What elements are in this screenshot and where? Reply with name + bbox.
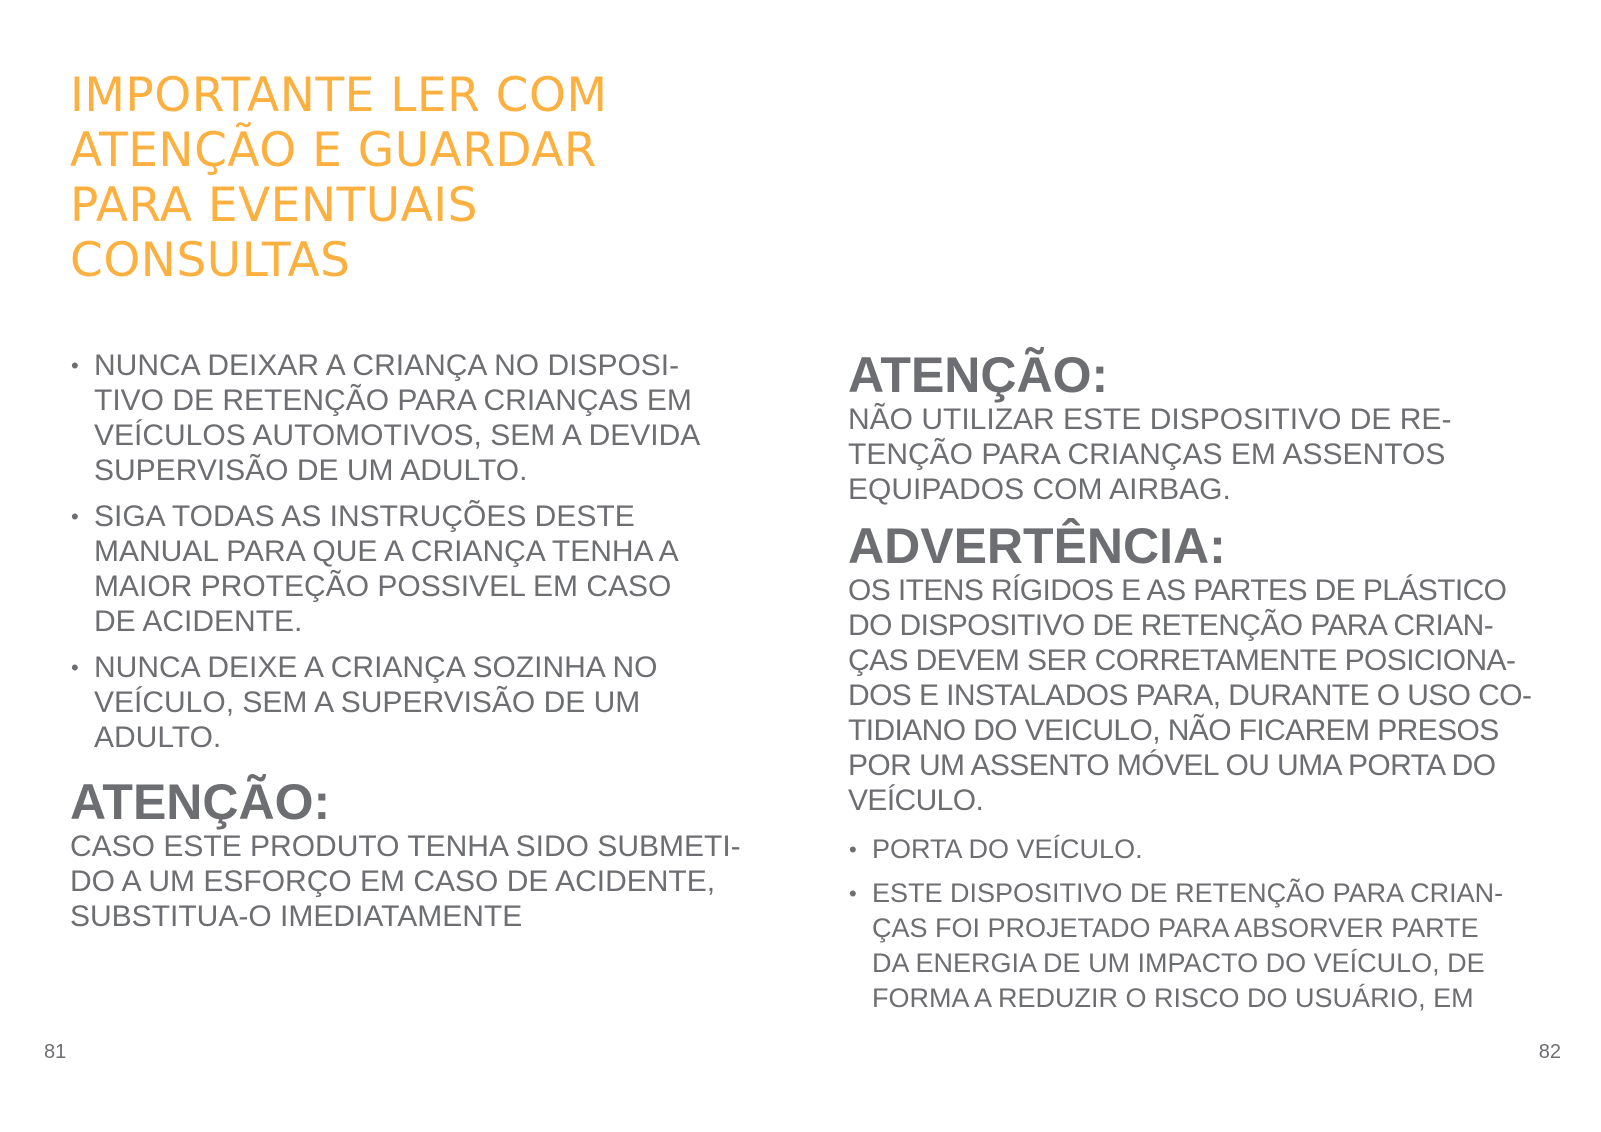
text-line: DOS E INSTALADOS PARA, DURANTE O USO CO- (848, 679, 1532, 712)
airbag-warning-paragraph (848, 402, 1568, 507)
bullet-item (70, 650, 770, 755)
text-line: DO DISPOSITIVO DE RETENÇÃO PARA CRIAN- (848, 609, 1494, 642)
text-line: EQUIPADOS COM AIRBAG. (848, 473, 1231, 506)
bullet-item (70, 499, 770, 639)
text-line: • NUNCA DEIXE A CRIANÇA SOZINHA NO (94, 651, 658, 684)
text-line: TIVO DE RETENÇÃO PARA CRIANÇAS EM (94, 384, 692, 417)
title-line: PARA EVENTUAIS (70, 178, 478, 233)
warning-bullet-list (848, 832, 1568, 1016)
text-line: • PORTA DO VEÍCULO. (872, 834, 1143, 864)
text-line: MANUAL PARA QUE A CRIANÇA TENHA A (94, 535, 679, 568)
page-title (70, 68, 770, 288)
text-line: VEÍCULOS AUTOMOTIVOS, SEM A DEVIDA (94, 419, 701, 452)
text-line: ÇAS DEVEM SER CORRETAMENTE POSICIONA- (848, 644, 1516, 677)
text-line: NÃO UTILIZAR ESTE DISPOSITIVO DE RE- (848, 403, 1452, 436)
attention-paragraph (70, 829, 770, 934)
right-column (848, 348, 1568, 1025)
text-line: OS ITENS RÍGIDOS E AS PARTES DE PLÁSTICO (848, 574, 1507, 607)
bullet-text (94, 348, 770, 488)
text-line: SUPERVISÃO DE UM ADULTO. (94, 454, 528, 487)
warning-heading: ADVERTÊNCIA: (848, 518, 1226, 574)
warning-paragraph (848, 573, 1568, 818)
title-line: ATENÇÃO E GUARDAR (70, 123, 598, 178)
page-number-right: 82 (1538, 1041, 1561, 1063)
text-line: ADULTO. (94, 721, 222, 754)
text-line: FORMA A REDUZIR O RISCO DO USUÁRIO, EM (872, 983, 1474, 1013)
text-line: TIDIANO DO VEICULO, NÃO FICAREM PRESOS (848, 714, 1499, 747)
text-line: POR UM ASSENTO MÓVEL OU UMA PORTA DO (848, 749, 1496, 782)
bullet-text (872, 832, 1568, 867)
text-line: • SIGA TODAS AS INSTRUÇÕES DESTE (94, 500, 635, 533)
text-line: • ESTE DISPOSITIVO DE RETENÇÃO PARA CRIAN- (872, 878, 1504, 908)
left-column (70, 348, 770, 934)
text-line: DO A UM ESFORÇO EM CASO DE ACIDENTE, (70, 865, 716, 898)
text-line: DA ENERGIA DE UM IMPACTO DO VEÍCULO, DE (872, 948, 1485, 978)
bullet-item (70, 348, 770, 488)
text-line: TENÇÃO PARA CRIANÇAS EM ASSENTOS (848, 438, 1446, 471)
safety-bullet-list (70, 348, 770, 755)
attention-heading: ATENÇÃO: (848, 347, 1109, 403)
text-line: CASO ESTE PRODUTO TENHA SIDO SUBMETI- (70, 830, 741, 863)
title-line: CONSULTAS (70, 233, 351, 288)
bullet-text (872, 876, 1568, 1016)
text-line: SUBSTITUA-O IMEDIATAMENTE (70, 900, 523, 933)
page-number-left: 81 (44, 1041, 67, 1063)
text-line: • NUNCA DEIXAR A CRIANÇA NO DISPOSI- (94, 349, 680, 382)
text-line: DE ACIDENTE. (94, 605, 303, 638)
bullet-item (848, 876, 1568, 1016)
attention-heading: ATENÇÃO: (70, 774, 331, 830)
text-line: ÇAS FOI PROJETADO PARA ABSORVER PARTE (872, 913, 1479, 943)
text-line: MAIOR PROTEÇÃO POSSIVEL EM CASO (94, 570, 672, 603)
bullet-text (94, 499, 770, 639)
text-line: VEÍCULO. (848, 784, 984, 817)
text-line: VEÍCULO, SEM A SUPERVISÃO DE UM (94, 686, 641, 719)
bullet-text (94, 650, 770, 755)
bullet-item (848, 832, 1568, 867)
title-line: IMPORTANTE LER COM (70, 68, 608, 123)
